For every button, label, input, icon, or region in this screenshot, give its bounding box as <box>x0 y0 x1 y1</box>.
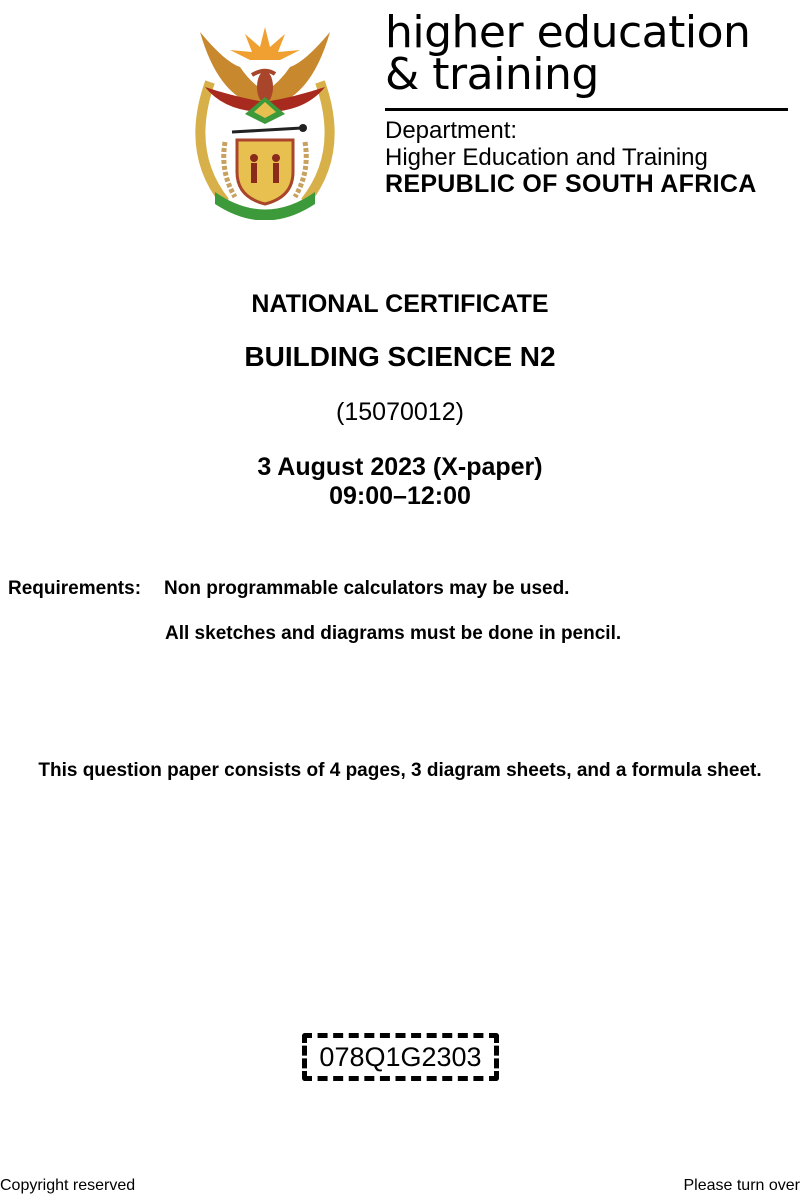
requirements-label: Requirements: <box>8 578 142 599</box>
requirement-item: Non programmable calculators may be used. <box>164 578 570 599</box>
certificate-title: NATIONAL CERTIFICATE <box>251 290 549 318</box>
country-name: REPUBLIC OF SOUTH AFRICA <box>385 170 757 198</box>
exam-time: 09:00–12:00 <box>329 482 471 510</box>
footer-copyright: Copyright reserved <box>0 1177 136 1194</box>
paper-code-box: 078Q1G2303 <box>302 1033 499 1081</box>
footer-turn-over: Please turn over <box>683 1177 800 1194</box>
brand-title-line2: & training <box>385 49 599 100</box>
requirement-item: All sketches and diagrams must be done in pencil. <box>165 623 622 644</box>
brand-title-line1: higher education <box>385 7 751 58</box>
brand-divider <box>385 108 788 111</box>
exam-date-time <box>0 453 800 511</box>
paper-contents-note: This question paper consists of 4 pages, 3 diagram sheets, and a formula sheet. <box>38 760 762 781</box>
coat-of-arms-icon <box>180 12 350 220</box>
subject-code: (15070012) <box>336 398 464 426</box>
exam-date: 3 August 2023 (X-paper) <box>257 453 543 481</box>
department-name: Higher Education and Training <box>385 144 708 171</box>
subject-title: BUILDING SCIENCE N2 <box>244 341 556 372</box>
department-label: Department: <box>385 117 518 144</box>
department-branding <box>385 7 795 198</box>
